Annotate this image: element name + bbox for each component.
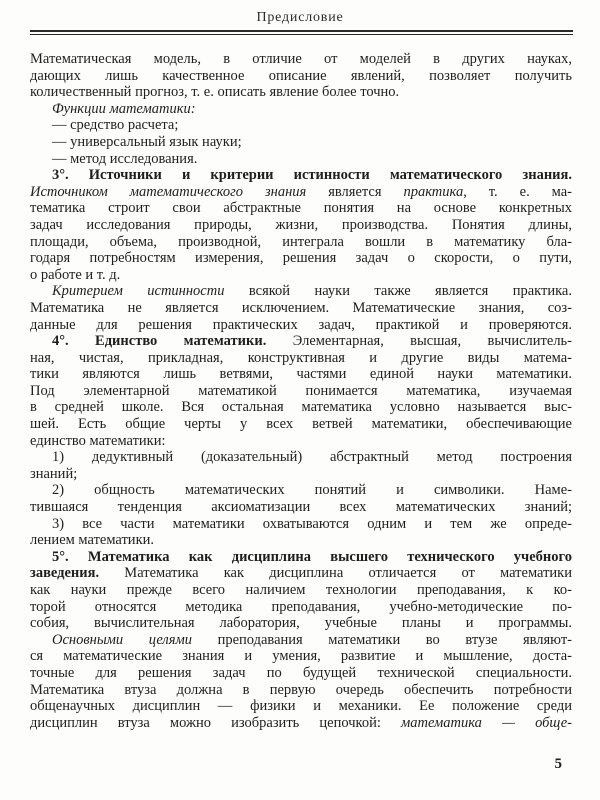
text-segment: 1) дедуктивный (доказательный) абстрактный метод построения <box>52 449 572 466</box>
text-line <box>30 582 572 599</box>
text-line <box>30 698 572 715</box>
text-segment: количественный прогноз, т. е. описать явление более точно. <box>30 84 400 101</box>
text-segment: Элементарная, высшая, вычислитель- <box>292 333 572 350</box>
text-segment: Критерием истинности <box>52 283 249 300</box>
text-line <box>30 366 572 383</box>
text-line <box>30 466 572 483</box>
chapter-title: Предисловие <box>256 10 344 25</box>
text-line <box>30 433 572 450</box>
text-line <box>30 350 572 367</box>
text-line <box>30 648 572 665</box>
text-segment: годаря потребностям измерения, решения задач о скорости, о пути, <box>30 250 572 267</box>
text-segment: — средство расчета; <box>52 117 179 134</box>
text-segment: общенаучных дисциплин — физики и механики. Ее положение среди <box>30 698 572 715</box>
text-line <box>30 682 572 699</box>
text-segment: Математика втуза должна в первую очередь обеспечить потребности <box>30 681 572 698</box>
text-segment: ся математические знания и умения, развитие и мышление, доста- <box>30 648 572 665</box>
body-text <box>30 51 572 731</box>
text-segment: тематика строит свои абстрактные понятия на основе конкретных <box>30 200 572 217</box>
text-line <box>30 516 572 533</box>
text-line <box>30 715 572 732</box>
text-segment: знаний; <box>30 465 78 482</box>
text-line <box>30 665 572 682</box>
text-line <box>30 267 572 284</box>
text-segment: о работе и т. д. <box>30 266 121 283</box>
text-segment: Математическая модель, в отличие от моделей в других науках, <box>30 51 572 67</box>
text-segment: торой относятся методика преподавания, учебно-методические по- <box>30 598 572 615</box>
text-segment: единство математики: <box>30 432 166 449</box>
text-line <box>30 51 572 68</box>
text-line <box>30 482 572 499</box>
text-segment: 5°. Математика как дисциплина высшего технического учебного <box>52 548 572 565</box>
text-segment: 2) общность математических понятий и символики. Наме- <box>52 482 572 499</box>
running-header <box>0 10 600 26</box>
text-line <box>30 84 572 101</box>
text-line <box>30 449 572 466</box>
text-segment: как науки прежде всего наличием технологии преподавания, к ко- <box>30 582 572 598</box>
text-line <box>30 300 572 317</box>
text-line <box>30 383 572 400</box>
text-segment: практика <box>403 183 464 200</box>
text-segment: Математика не является исключением. Математические знания, соз- <box>30 299 572 316</box>
text-segment: математика — обще- <box>400 714 572 731</box>
text-segment: Математика как дисциплина отличается от математики <box>124 565 572 582</box>
text-line <box>30 532 572 549</box>
text-line <box>30 200 572 217</box>
text-segment: Под элементарной математикой понимается математика, изучаемая <box>30 382 572 399</box>
text-segment: задач исследования природы, жизни, производства. Понятия длины, <box>30 216 572 233</box>
text-line <box>30 549 572 566</box>
text-line <box>30 283 572 300</box>
text-segment: 3°. Источники и критерии истинности математического знания. <box>52 167 572 184</box>
text-segment: дисциплин втуза можно изобразить цепочкой: <box>30 714 401 731</box>
text-segment: всякой науки также является практика. <box>248 283 572 300</box>
text-segment: преподавания математики во втузе являют- <box>217 631 572 648</box>
text-segment: шей. Есть общие черты у всех ветвей математики, обеспечивающие <box>30 416 572 433</box>
text-line <box>30 499 572 516</box>
text-segment: тившаяся тенденция аксиоматизации всех математических знаний; <box>30 499 572 516</box>
text-line <box>30 615 572 632</box>
text-segment: Основными целями <box>52 631 218 648</box>
text-segment: тики являются лишь ветвями, частями единой науки математики. <box>30 366 572 383</box>
text-line <box>30 184 572 201</box>
text-segment: 3) все части математики охватываются одним и тем же опреде- <box>52 515 572 532</box>
text-line <box>30 234 572 251</box>
text-line <box>30 317 572 334</box>
text-line <box>30 565 572 582</box>
text-segment: 4°. Единство математики. <box>52 333 293 350</box>
text-segment: Функции математики: <box>52 100 196 117</box>
text-segment: является <box>328 183 404 200</box>
text-segment: в средней школе. Вся остальная математика условно называется выс- <box>30 399 572 416</box>
text-line <box>30 68 572 85</box>
text-segment: данные для решения практических задач, практикой и проверяются. <box>30 316 572 333</box>
text-line <box>30 399 572 416</box>
text-segment: — метод исследования. <box>52 150 198 167</box>
text-segment: дающих лишь качественное описание явлений, позволяет получить <box>30 67 572 84</box>
header-rule <box>30 30 573 35</box>
text-segment: Источником математического знания <box>30 183 329 200</box>
text-line <box>30 416 572 433</box>
text-line <box>30 101 572 118</box>
text-segment: , т. е. ма- <box>463 183 572 200</box>
text-segment: лением математики. <box>30 532 155 549</box>
text-line <box>30 250 572 267</box>
text-line <box>30 151 572 168</box>
text-segment: точные для решения задач по будущей технической специальности. <box>30 664 572 681</box>
text-line <box>30 167 572 184</box>
text-segment: ная, чистая, прикладная, конструктивная и другие виды матема- <box>30 349 572 366</box>
page-number: 5 <box>554 756 562 772</box>
text-segment: заведения. <box>30 565 125 582</box>
text-line <box>30 217 572 234</box>
text-line <box>30 333 572 350</box>
text-segment: — универсальный язык науки; <box>52 133 242 150</box>
text-line <box>30 632 572 649</box>
text-line <box>30 134 572 151</box>
text-segment: собия, вычислительная лаборатория, учебные планы и программы. <box>30 615 572 632</box>
text-line <box>30 599 572 616</box>
text-segment: площади, объема, производной, интеграла вошли в математику бла- <box>30 233 572 250</box>
text-line <box>30 117 572 134</box>
